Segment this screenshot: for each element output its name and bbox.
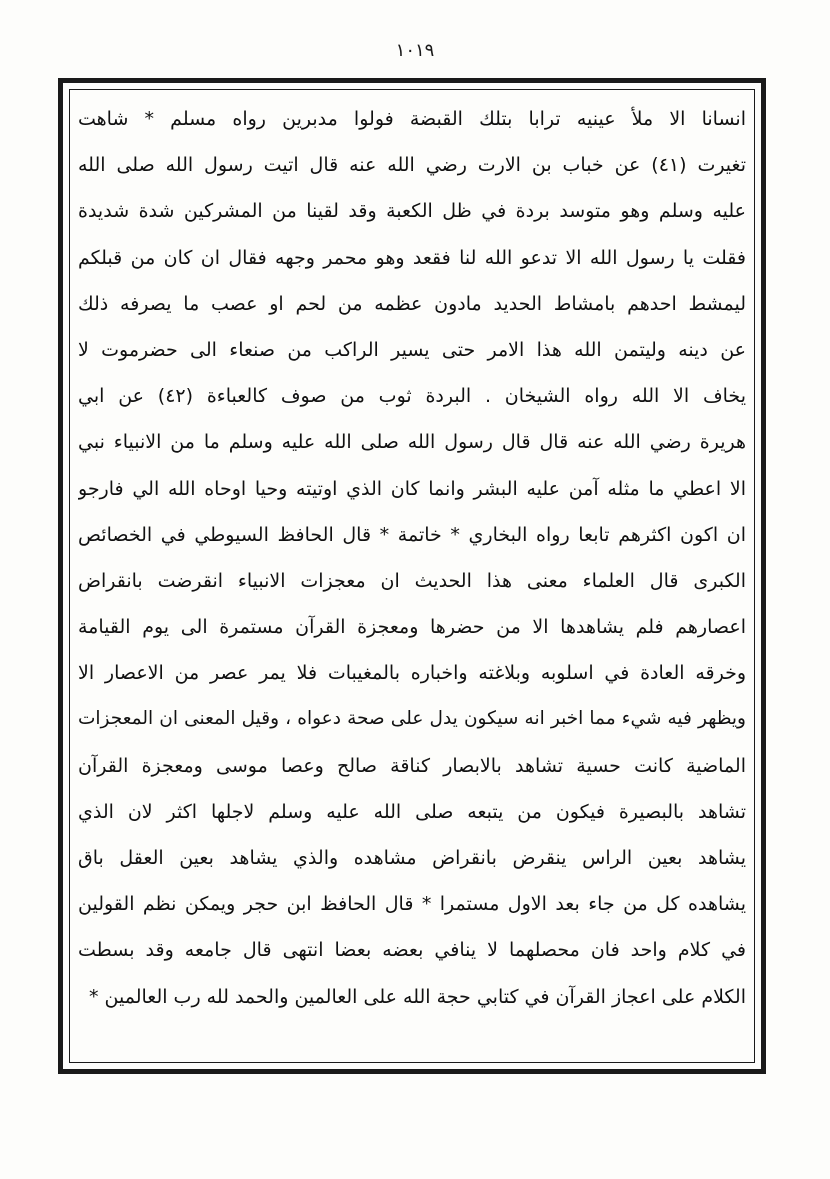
text-line: فقلت يا رسول الله الا تدعو الله لنا فقعد وهو محمر وجهه فقال ان كان من قبلكم: [78, 246, 746, 269]
text-line: ويظهر فيه شيء مما اخبر انه سيكون يدل على صحة دعواه ، وقيل المعنى ان المعجزات: [78, 708, 746, 730]
text-line: يشاهد بعين الراس ينقرض بانقراض مشاهده والذي يشاهد بعين العقل باق: [78, 847, 746, 869]
text-line: ان اكون اكثرهم تابعا رواه البخاري * خاتمة * قال الحافظ السيوطي في الخصائص: [78, 523, 746, 546]
text-line: تغيرت (٤١) عن خباب بن الارت رضي الله عنه قال اتيت رسول الله صلى الله: [78, 154, 746, 177]
text-line: في كلام واحد فان محصلهما لا ينافي بعضه بعضا انتهى قال جامعه وقد بسطت: [78, 939, 746, 962]
text-line: عليه وسلم وهو متوسد بردة في ظل الكعبة وقد لقينا من المشركين شدة شديدة: [78, 200, 746, 223]
text-line: تشاهد بالبصيرة فيكون من يتبعه صلى الله عليه وسلم لاجلها اكثر لان الذي: [78, 800, 746, 823]
text-line: الكلام على اعجاز القرآن في كتابي حجة الله على العالمين والحمد لله رب العالمين *: [88, 985, 746, 1008]
page-number: ١٠١٩: [395, 40, 435, 61]
text-line: يشاهده كل من جاء بعد الاول مستمرا * قال الحافظ ابن حجر ويمكن نظم القولين: [78, 893, 746, 916]
text-line: الماضية كانت حسية تشاهد بالابصار كناقة صالح وعصا موسى ومعجزة القرآن: [78, 754, 746, 777]
text-line: ليمشط احدهم بامشاط الحديد مادون عظمه من لحم او عصب ما يصرفه ذلك: [78, 292, 746, 315]
text-line: هريرة رضي الله عنه قال قال رسول الله صلى الله عليه وسلم ما من الانبياء نبي: [78, 431, 746, 454]
text-line: الكبرى قال العلماء معنى هذا الحديث ان معجزات الانبياء انقرضت بانقراض: [78, 569, 746, 592]
text-line: عن دينه وليتمن الله هذا الامر حتى يسير الراكب من صنعاء الى حضرموت لا: [78, 338, 746, 361]
text-line: يخاف الا الله رواه الشيخان . البردة ثوب من صوف كالعباءة (٤٢) عن ابي: [78, 385, 746, 408]
text-line: وخرقه العادة في اسلوبه وبلاغته واخباره بالمغيبات فلا يمر عصر من الاعصار الا: [78, 662, 746, 685]
text-line: اعصارهم فلم يشاهدها الا من حضرها ومعجزة القرآن مستمرة الى يوم القيامة: [78, 616, 746, 639]
text-line: الا اعطي ما مثله آمن عليه البشر وانما كان الذي اوتيته وحيا اوحاه الله الي فارجو: [78, 477, 746, 500]
text-line: انسانا الا ملأ عينيه ترابا بتلك القبضة فولوا مدبرين رواه مسلم * شاهت: [78, 108, 746, 130]
body-text: [78, 96, 746, 1020]
